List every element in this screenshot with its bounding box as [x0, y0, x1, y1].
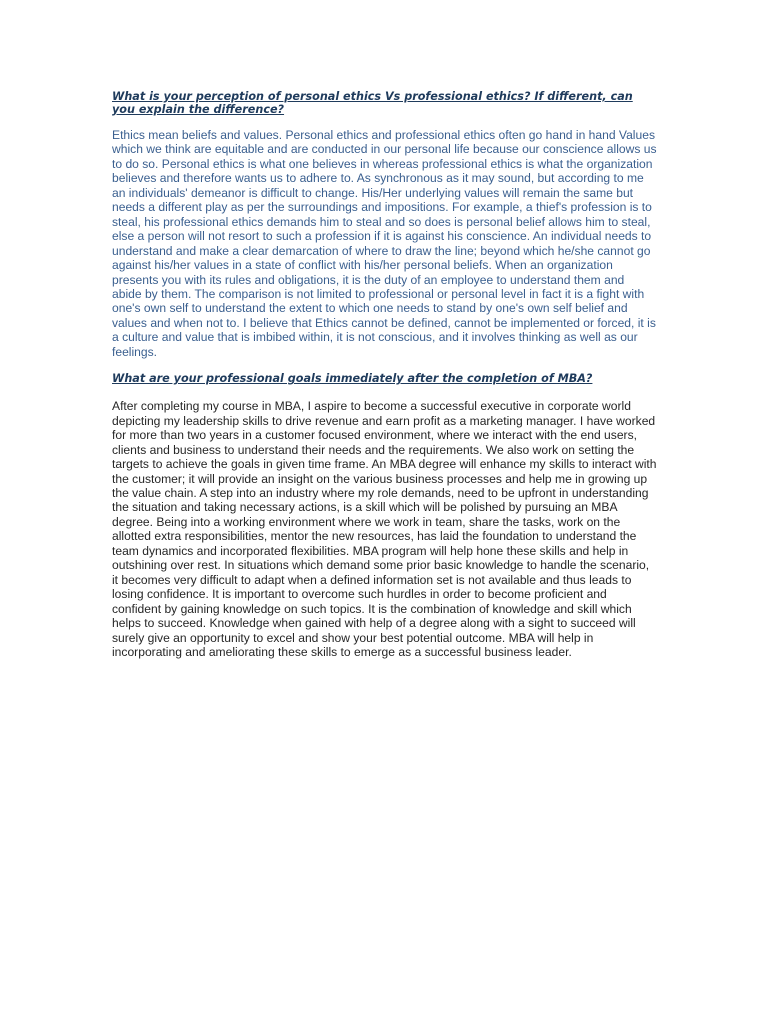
- question-heading-ethics: What is your perception of personal ethics Vs professional ethics? If different, can you explain the difference?: [112, 90, 633, 116]
- question-heading-goals: What are your professional goals immediately after the completion of MBA?: [112, 372, 593, 386]
- answer-paragraph-goals: After completing my course in MBA, I aspire to become a successful executive in corporate world depicting my leadership skills to drive revenue and earn profit as a marketing manager. I have worked for more than two years in a customer focused environment, where we interact with the end users, clients and business to understand their needs and the requirements. We also work on setting the targets to achieve the goals in given time frame. An MBA degree will enhance my skills to interact with the customer; it will provide an insight on the various business processes and help me in growing up the value chain. A step into an industry where my role demands, need to be upfront in understanding the situation and taking necessary actions, is a skill which will be polished by pursuing an MBA degree. Being into a working environment where we work in team, share the tasks, work on the allotted extra responsibilities, mentor the new resources, has laid the foundation to understand the team dynamics and incorporated flexibilities. MBA program will help hone these skills and help in outshining over rest. In situations which demand some prior basic knowledge to handle the scenario, it becomes very difficult to adapt when a defined information set is not available and thus leads to losing confidence. It is important to overcome such hurdles in order to become proficient and confident by gaining knowledge on such topics. It is the combination of knowledge and skill which helps to succeed. Knowledge when gained with help of a degree along with a sight to succeed will surely give an opportunity to excel and show your best potential outcome. MBA will help in incorporating and ameliorating these skills to emerge as a successful business leader.: [112, 399, 657, 659]
- answer-paragraph-ethics: Ethics mean beliefs and values. Personal ethics and professional ethics often go hand in hand Values which we think are equitable and are conducted in our personal life because our conscience allows us to do so. Personal ethics is what one believes in whereas professional ethics is what the organization believes and therefore wants us to adhere to. As synchronous as it may sound, but according to me an individuals' demeanor is difficult to change. His/Her underlying values will remain the same but needs a different play as per the surroundings and impositions. For example, a thief's profession is to steal, his professional ethics demands him to steal and so does is personal belief allows him to steal, else a person will not resort to such a profession if it is against his conscience. An individual needs to understand and make a clear demarcation of where to draw the line; beyond which he/she cannot go against his/her values in a state of conflict with his/her personal beliefs. When an organization presents you with its rules and obligations, it is the duty of an employee to understand them and abide by them. The comparison is not limited to professional or personal level in fact it is a fight with one's own self to understand the extent to which one needs to stand by one's own self belief and values and when not to. I believe that Ethics cannot be defined, cannot be implemented or forced, it is a culture and value that is imbibed within, it is not conscious, and it involves thinking as well as our feelings.: [112, 128, 657, 359]
- document-body: [112, 90, 657, 659]
